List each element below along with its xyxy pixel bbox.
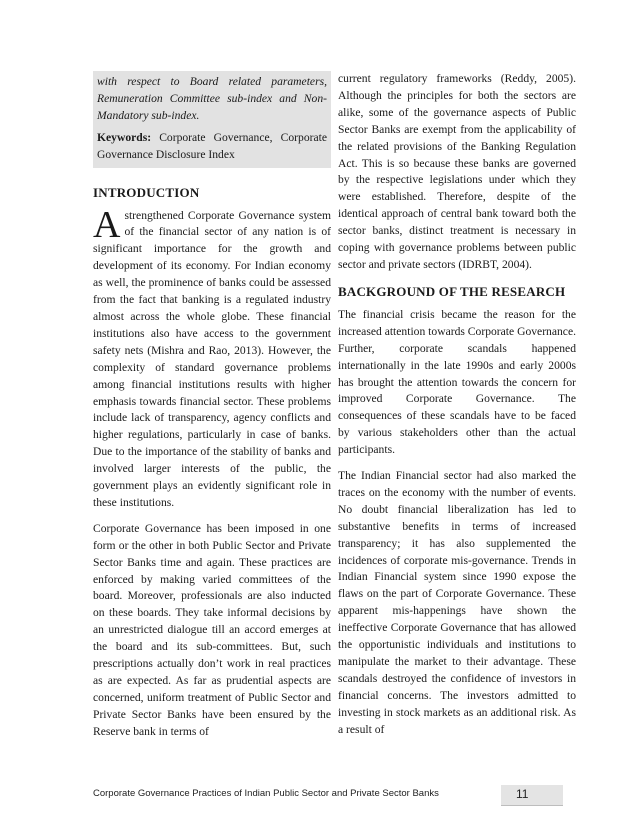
background-paragraph-1: The financial crisis became the reason for the increased attention towards Corporate Governance. Further, corporate scandals happened internationally in the late 1990s and early 2000s has brought the attention towards the concern for improved Corporate Governance. The consequences of these scandals have to be faced by various stakeholders other than the actual participants. <box>338 307 576 457</box>
page-number-box <box>501 785 563 806</box>
left-column <box>93 71 331 750</box>
introduction-heading: INTRODUCTION <box>93 184 200 200</box>
running-title: Corporate Governance Practices of Indian Public Sector and Private Sector Banks <box>93 788 439 799</box>
abstract-tail: with respect to Board related parameters, Remuneration Committee sub-index and Non-Mandatory sub-index. <box>97 75 327 122</box>
background-paragraph-2: The Indian Financial sector had also marked the traces on the economy with the number of events. No doubt financial liberalization has led to substantive benefits in terms of increased transparency; it has also supplemented the incidences of corporate mis-governance. Trends in Indian Financial system since 1990 expose the flaws on the part of Corporate Governance. These apparent mis-happenings have shown the ineffective Corporate Governance that has allowed the opportunistic individuals and institutions to manipulate the market to their advantage. These scandals destroyed the confidence of investors in financial concerns. The investors admitted to investing in stock markets as an additional risk. As a result of <box>338 469 576 736</box>
drop-cap-letter: A <box>93 203 121 246</box>
introduction-paragraph-2: Corporate Governance has been imposed in one form or the other in both Public Sector and Private Sector Banks time and again. These practices are enforced by making varied committees of the board. Moreover, professionals are also inducted on these boards. They take informal decisions by an unrestricted dialogue till an accord emerges at the board and its sub-committees. But, such prescriptions actually don’t work in real practices as are expected. As far as prudential aspects are concerned, uniform treatment of Public Sector and Private Sector Banks have been ensured by the Reserve bank in terms of <box>93 521 331 738</box>
page-number: 11 <box>516 787 529 801</box>
keywords-line <box>97 130 327 164</box>
keywords-label: Keywords: <box>97 130 152 144</box>
background-heading: BACKGROUND OF THE RESEARCH <box>338 283 566 299</box>
page-footer <box>93 785 563 807</box>
introduction-paragraph-1 <box>93 203 331 512</box>
right-column <box>338 71 576 748</box>
continued-paragraph: current regulatory frameworks (Reddy, 2005). Although the principles for both the sectors are alike, some of the governance aspects of Public Sector Banks are exempt from the applicability of the related provisions of the Banking Regulation Act. This is so because these banks are governed by the respective legislations under which they were established. Therefore, despite of the identical approach of central bank toward both the sector banks, distinct treatment is necessary in coping with governance problems between public sector and private sectors (IDRBT, 2004). <box>338 72 576 271</box>
abstract-box <box>93 71 331 168</box>
introduction-paragraph-1-text: strengthened Corporate Governance system of the financial sector of any nation is of significant importance for the growth and development of its economy. For Indian economy as well, the prominence of banks could be assessed from the fact that banking is a regulated industry almost across the whole globe. These financial institutions also have access to the government safety nets (Mishra and Rao, 2013). However, the complexity of standard governance problems among financial institutions results with higher emphasis towards financial sector. These problems include lack of transparency, agency conflicts and higher regulations, particularly in case of banks. Due to the importance of the stability of banks and involved larger interests of the public, the government plays an evidently significant role in these institutions. <box>93 208 331 509</box>
keywords-text: Corporate Governance, Corporate Governance Disclosure Index <box>97 130 327 161</box>
